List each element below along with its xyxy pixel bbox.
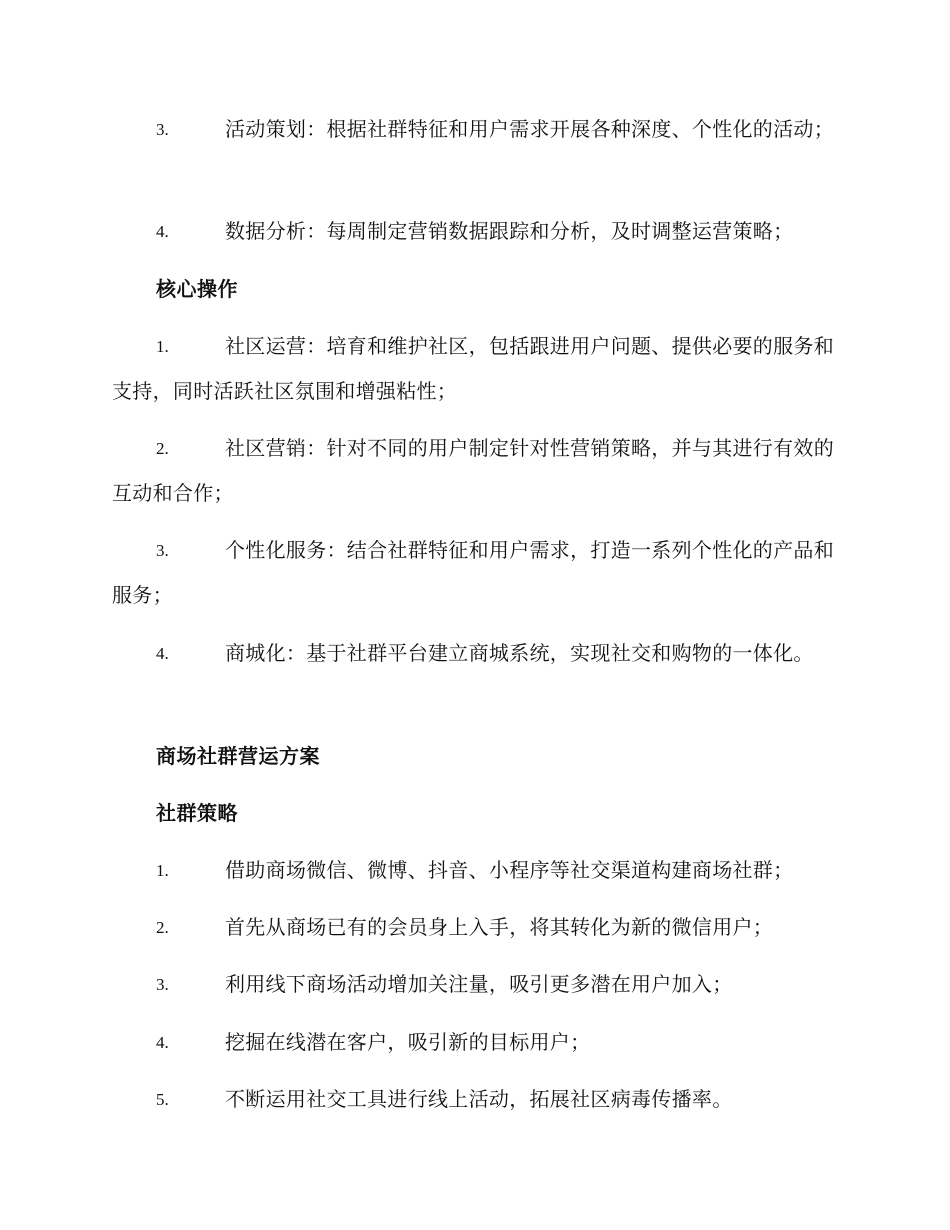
list-item [112,209,842,254]
list-text: 社区运营：培育和维护社区，包括跟进用户问题、提供必要的服务和支持，同时活跃社区氛围和增强粘性； [112,334,834,403]
list-item [112,848,842,893]
list-number: 4. [156,644,169,663]
list-text: 不断运用社交工具进行线上活动，拓展社区病毒传播率。 [225,1087,733,1111]
list-item [112,107,842,152]
list-text: 数据分析：每周制定营销数据跟踪和分析，及时调整运营策略； [225,219,794,243]
list-number: 2. [156,918,169,937]
list-number: 3. [156,975,169,994]
list-number: 1. [156,861,169,880]
section-heading: 商场社群营运方案 [156,744,320,768]
list-item [112,426,842,516]
list-number: 3. [156,120,169,139]
list-item [112,324,842,414]
list-text: 活动策划：根据社群特征和用户需求开展各种深度、个性化的活动； [225,117,834,141]
list-item [112,1077,842,1122]
list-item [112,631,842,676]
list-text: 首先从商场已有的会员身上入手，将其转化为新的微信用户； [225,915,774,939]
list-text: 利用线下商场活动增加关注量，吸引更多潜在用户加入； [225,972,733,996]
list-item [112,905,842,950]
list-text: 挖掘在线潜在客户，吸引新的目标用户； [225,1030,591,1054]
list-item [112,1020,842,1065]
list-item [112,962,842,1007]
list-text: 社区营销：针对不同的用户制定针对性营销策略，并与其进行有效的互动和合作； [112,436,834,505]
list-number: 2. [156,439,169,458]
list-number: 4. [156,222,169,241]
list-item [112,528,842,618]
section-heading: 核心操作 [156,277,238,301]
list-number: 1. [156,337,169,356]
list-text: 个性化服务：结合社群特征和用户需求，打造一系列个性化的产品和服务； [112,538,834,607]
list-number: 4. [156,1033,169,1052]
list-text: 商城化：基于社群平台建立商城系统，实现社交和购物的一体化。 [225,641,814,665]
section-heading: 社群策略 [156,801,238,825]
list-number: 3. [156,541,169,560]
list-text: 借助商场微信、微博、抖音、小程序等社交渠道构建商场社群； [225,858,794,882]
list-number: 5. [156,1090,169,1109]
